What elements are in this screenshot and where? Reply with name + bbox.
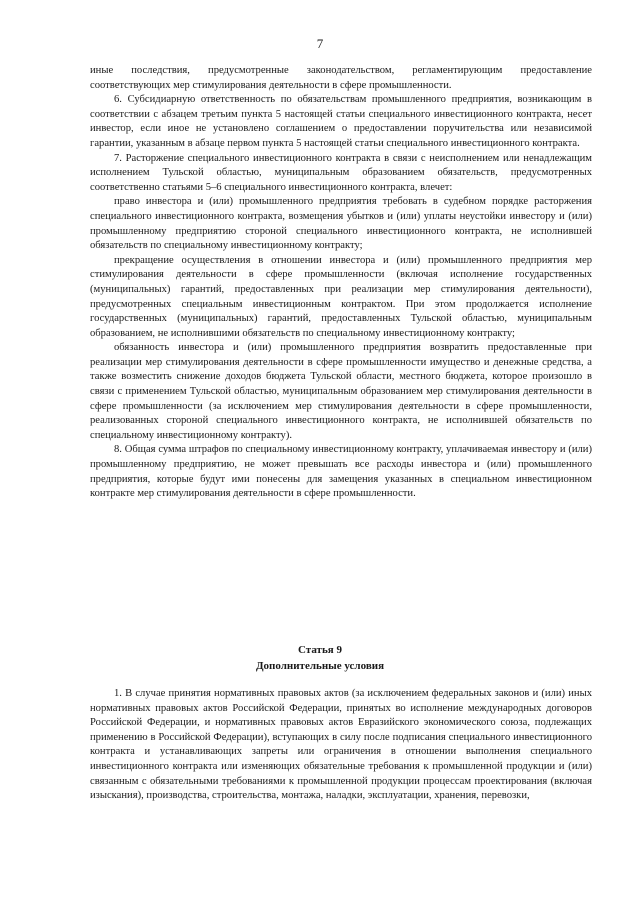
paragraph: право инвестора и (или) промышленного предприятия требовать в судебном порядке расторжения специального инвестиционного контракта, возмещения убытков и (или) уплаты неустойки инвестору и (или) промышленному предприятию стороной специального инвестиционного контракта, не исполнившей обязательств по специальному инвестиционному контракту;	[90, 196, 592, 252]
paragraph: 6. Субсидиарную ответственность по обязательствам промышленного предприятия, возникающим в соответствии с абзацем третьим пункта 5 настоящей статьи специального инвестиционного контракта, несет инвестор, если иное не установлено соглашением о предоставлении поручительства или независимой гарантии, указанным в абзаце первом пункта 5 настоящей статьи специального инвестиционного контракта.	[90, 94, 592, 149]
paragraph: обязанность инвестора и (или) промышленного предприятия возвратить предоставленные при реализации мер стимулирования деятельности в сфере промышленности имущество и денежные средства, а также возместить снижение доходов бюджета Тульской области, местного бюджета, которое произошло в связи с применением Тульской областью, муниципальным образованием мер стимулирования деятельности в сфере промышленности (за исключением мер стимулирования деятельности в сфере промышленности, реализованных стороной специального инвестиционного контракта, не исполнившей обязательств по специальному инвестиционному контракту).	[90, 342, 592, 441]
paragraph: иные последствия, предусмотренные законодательством, регламентирующим предоставление соответствующих мер стимулирования деятельности в сфере промышленности.	[90, 65, 592, 91]
paragraph: 8. Общая сумма штрафов по специальному инвестиционному контракту, уплачиваемая инвестору и (или) промышленному предприятию, не может превышать все расходы инвестора и (или) промышленного предприятия, которые будут ими понесены для замещения указанных в специальном инвестиционном контракте мер стимулирования деятельности в сфере промышленности.	[90, 444, 592, 500]
article-number: Статья 9	[298, 644, 342, 656]
top-text-block	[90, 64, 592, 502]
article-title: Дополнительные условия	[255, 660, 385, 672]
paragraph: прекращение осуществления в отношении инвестора и (или) промышленного предприятия мер стимулирования деятельности в сфере промышленности (включая исполнение государственных (муниципальных) гарантий, предоставленных при реализации мер стимулирования деятельности), предусмотренных специальным инвестиционным контрактом. При этом продолжается исполнение государственных (муниципальных) гарантий, предоставленных Тульской областью, муниципальным образованием, не исполнившими обязательств по специальному инвестиционному контракту;	[90, 254, 592, 339]
page-number: 7	[316, 36, 324, 51]
paragraph: 1. В случае принятия нормативных правовых актов (за исключением федеральных законов и (или) иных нормативных правовых актов Российской Федерации, принятых во исполнение международных договоров Российской Федерации, и нормативных правовых актов Евразийского экономического союза, подлежащих применению в Российской Федерации), вступающих в силу после подписания специального инвестиционного контракта и устанавливающих запреты или ограничения в отношении выполнения специального инвестиционного контракта или изменяющих обязательные требования к промышленной продукции и (или) связанным с обязательными требованиями к промышленной продукции процессам проектирования (включая изыскания), производства, строительства, монтажа, наладки, эксплуатации, хранения, перевозки,	[90, 688, 592, 802]
bottom-text-block	[90, 687, 592, 804]
paragraph: 7. Расторжение специального инвестиционного контракта в связи с неисполнением или ненадлежащим исполнением Тульской областью, муниципальным образованием обязательств, предусмотренных соответственно статьями 5–6 специального инвестиционного контракта, влечет:	[90, 152, 592, 193]
